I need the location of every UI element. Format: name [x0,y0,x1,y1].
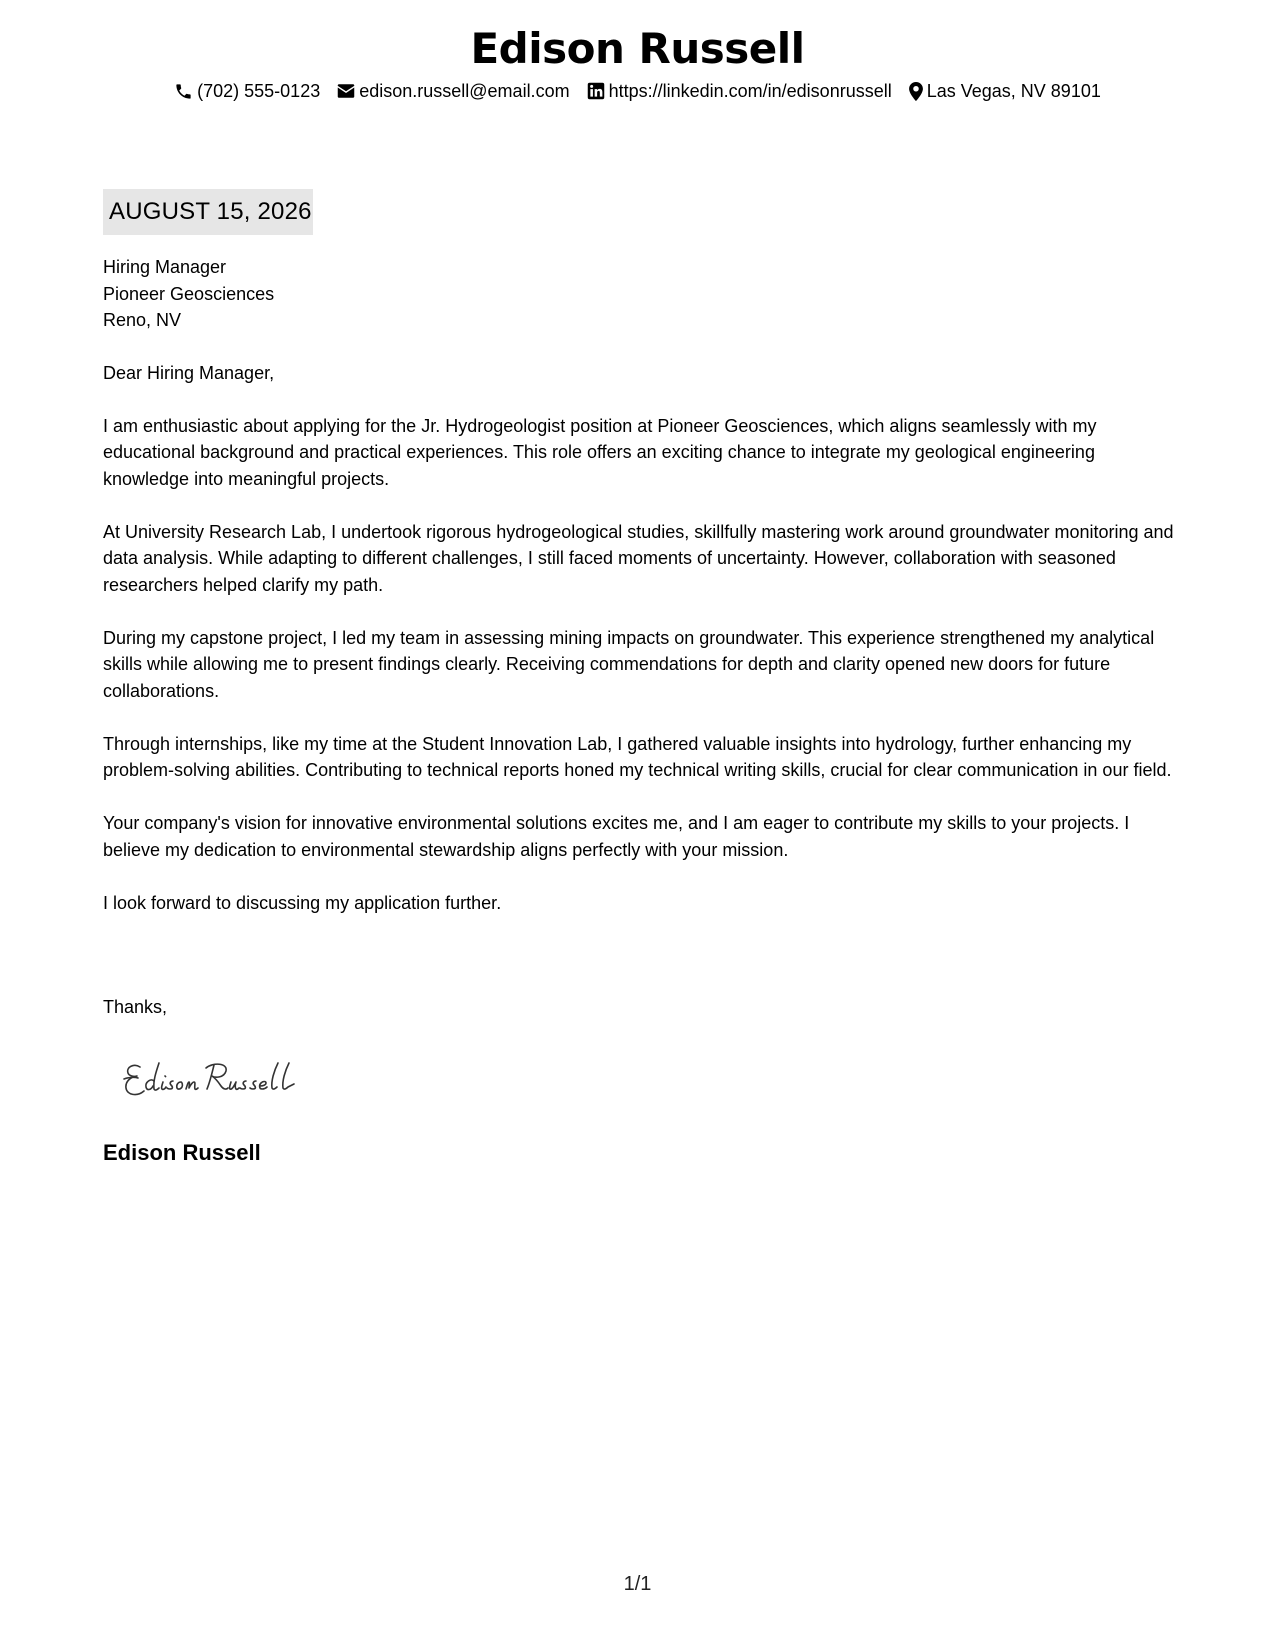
contact-info-row [0,78,1275,104]
applicant-name-heading: Edison Russell [470,24,805,73]
body-paragraph: Through internships, like my time at the Student Innovation Lab, I gathered valuable insights into hydrology, further enhancing my problem-solving abilities. Contributing to technical reports honed my technical writing skills, crucial for clear communication in our field. [103,733,1172,780]
email-address[interactable]: edison.russell@email.com [359,81,570,101]
recipient-title: Hiring Manager [103,257,227,277]
contact-email [337,78,569,104]
closing: Thanks, [103,997,168,1017]
signer-name: Edison Russell [103,1140,261,1165]
body-paragraph: At University Research Lab, I undertook rigorous hydrogeological studies, skillfully mastering work around groundwater monitoring and data analysis. While adapting to different challenges, I still faced moments of uncertainty. However, collaboration with seasoned researchers helped clarify my path. [103,521,1174,595]
recipient-block [103,254,1183,334]
recipient-company: Pioneer Geosciences [103,283,275,304]
envelope-icon [337,84,355,98]
location-text: Las Vegas, NV 89101 [926,81,1101,101]
phone-icon [174,82,193,101]
salutation: Dear Hiring Manager, [103,362,275,383]
body-paragraph: Your company's vision for innovative environmental solutions excites me, and I am eager to contribute my skills to your projects. I believe my dedication to environmental stewardship aligns perfectly with your mission. [103,813,1130,860]
page-number: 1/1 [623,1573,652,1595]
contact-linkedin [587,78,892,104]
map-marker-icon [909,82,923,101]
body-paragraph: I am enthusiastic about applying for the Jr. Hydrogeologist position at Pioneer Geosciences, which aligns seamlessly with my educational background and practical experiences. This role offers an exciting chance to integrate my geological engineering knowledge into meaningful projects. [103,415,1097,489]
handwritten-signature [118,1055,348,1105]
body-paragraph: During my capstone project, I led my team in assessing mining impacts on groundwater. This experience strengthened my analytical skills while allowing me to present findings clearly. Receiving commendations for depth and clarity opened new doors for future collaborations. [103,627,1155,701]
recipient-location: Reno, NV [103,310,182,330]
letter-body [103,254,1183,916]
body-paragraph: I look forward to discussing my application further. [103,892,502,913]
contact-phone [174,78,320,104]
linkedin-url[interactable]: https://linkedin.com/in/edisonrussell [608,81,892,101]
letter-date: AUGUST 15, 2026 [103,189,313,235]
phone-number: (702) 555-0123 [197,81,321,101]
contact-location [909,78,1101,104]
linkedin-icon [587,82,605,100]
